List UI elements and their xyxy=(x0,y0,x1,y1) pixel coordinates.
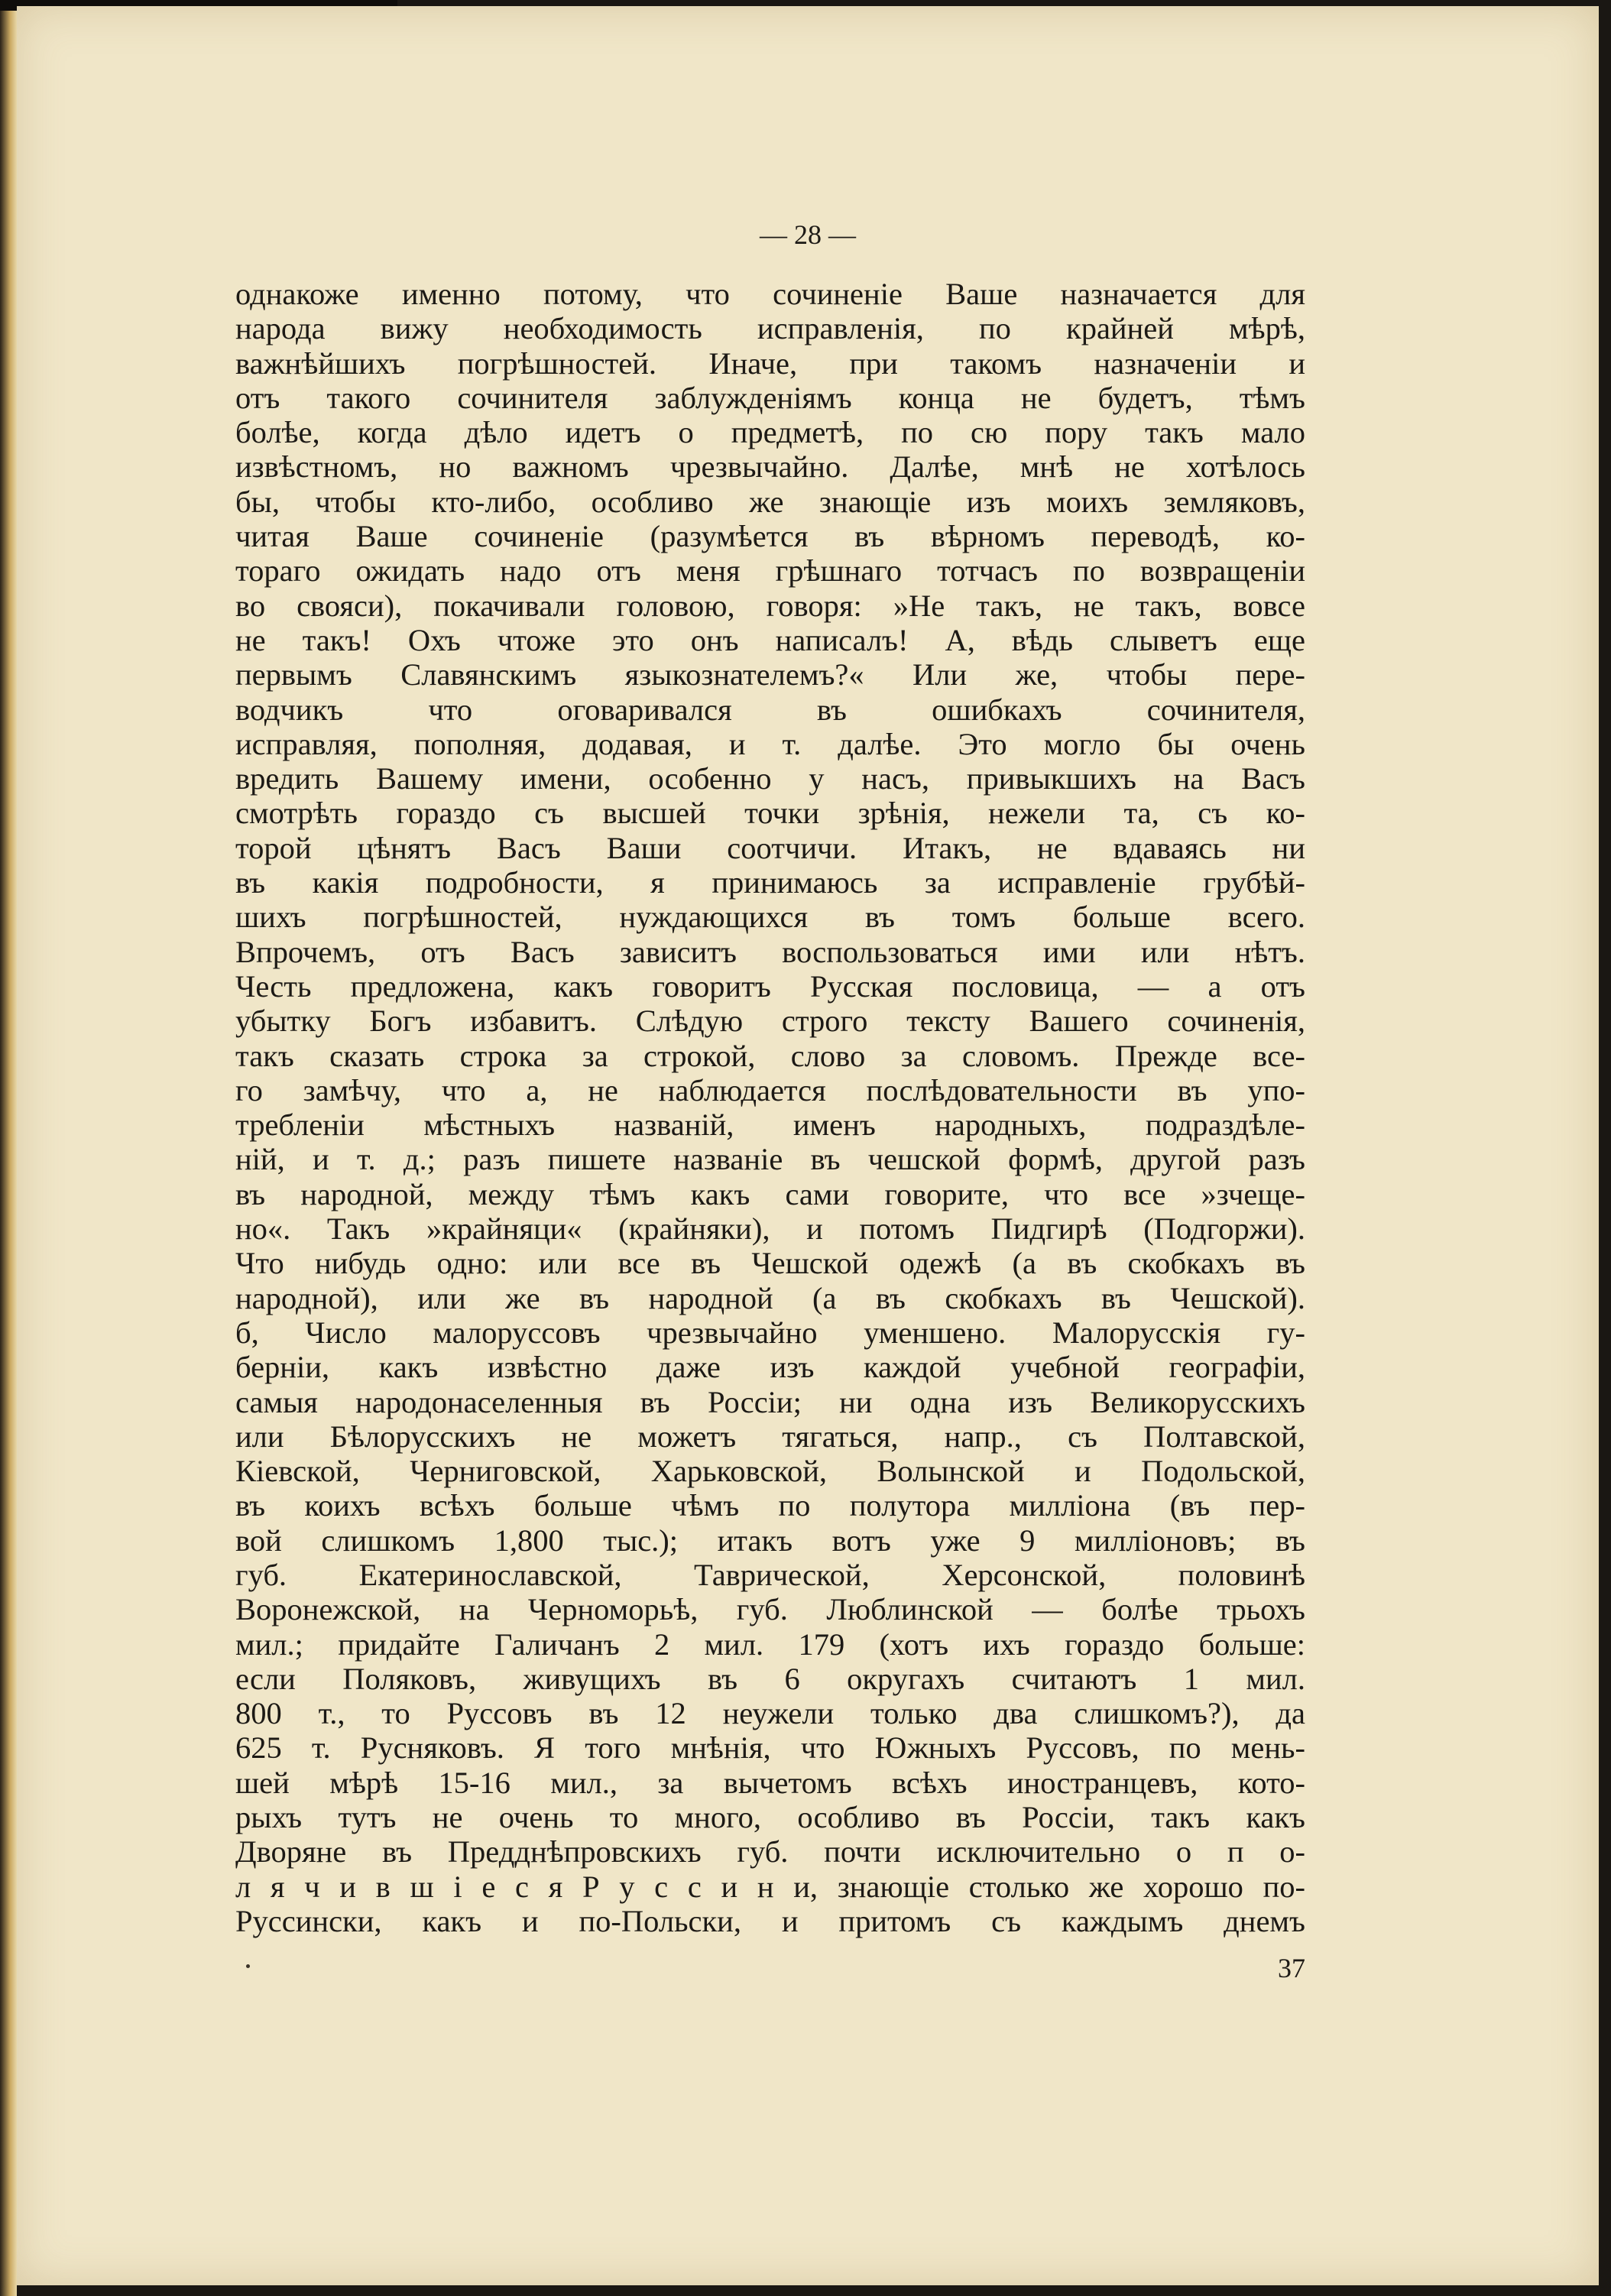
text-line: въ коихъ всѣхъ больше чѣмъ по полутора милліона (въ пер- xyxy=(235,1488,1305,1523)
text-line: водчикъ что оговаривался въ ошибкахъ сочинителя, xyxy=(235,692,1305,727)
text-line: бы, чтобы кто-либо, особливо же знающіе изъ моихъ земляковъ, xyxy=(235,484,1305,519)
text-line: или Бѣлорусскихъ не можетъ тягаться, напр., съ Полтавской, xyxy=(235,1419,1305,1454)
text-line: Честь предложена, какъ говоритъ Русская пословица, — а отъ xyxy=(235,968,1305,1004)
text-line: убытку Богъ избавитъ. Слѣдую строго тексту Вашего сочиненія, xyxy=(235,1004,1305,1039)
text-line: рыхъ тутъ не очень то много, особливо въ Россіи, такъ какъ xyxy=(235,1800,1305,1835)
text-line: тораго ожидать надо отъ меня грѣшнаго тотчасъ по возвращеніи xyxy=(235,553,1305,589)
text-line: 625 т. Русняковъ. Я того мнѣнія, что Южныхъ Руссовъ, по мень- xyxy=(235,1730,1305,1766)
text-line: но«. Такъ »крайняци« (крайняки), и потомъ Пидгирѣ (Подгоржи). xyxy=(235,1211,1305,1247)
text-line: го замѣчу, что а, не наблюдается послѣдовательности въ упо- xyxy=(235,1072,1305,1107)
text-line: берніи, какъ извѣстно даже изъ каждой учебной географіи, xyxy=(235,1350,1305,1385)
page-header: — 28 — xyxy=(760,219,856,250)
text-line: Руссински, какъ и по-Польски, и притомъ съ каждымъ днемъ xyxy=(235,1903,1305,1938)
text-line: такъ сказать строка за строкой, слово за словомъ. Прежде все- xyxy=(235,1038,1305,1073)
text-line: требленіи мѣстныхъ названій, именъ народныхъ, подраздѣле- xyxy=(235,1107,1305,1143)
text-line: ній, и т. д.; разъ пишете названіе въ чешской формѣ, другой разъ xyxy=(235,1142,1305,1177)
text-line: губ. Екатеринославской, Таврической, Херсонской, половинѣ xyxy=(235,1557,1305,1592)
text-line: въ какія подробности, я принимаюсь за исправленіе грубѣй- xyxy=(235,865,1305,900)
text-line: самыя народонаселенныя въ Россіи; ни одна изъ Великорусскихъ xyxy=(235,1384,1305,1419)
text-line: читая Ваше сочиненіе (разумѣется въ вѣрномъ переводѣ, ко- xyxy=(235,519,1305,554)
text-line: болѣе, когда дѣло идетъ о предметѣ, по сю пору такъ мало xyxy=(235,415,1305,450)
text-line: Что нибудь одно: или все въ Чешской одежѣ (а въ скобкахъ въ xyxy=(235,1246,1305,1281)
page-binding-edge xyxy=(0,0,17,2296)
text-line: въ народной, между тѣмъ какъ сами говорите, что все »зчеще- xyxy=(235,1176,1305,1211)
text-line: мил.; придайте Галичанъ 2 мил. 179 (хотъ ихъ гораздо больше: xyxy=(235,1626,1305,1662)
text-line: не такъ! Охъ чтоже это онъ написалъ! А, вѣдь слыветъ еще xyxy=(235,622,1305,657)
text-line: 800 т., то Руссовъ въ 12 неужели только два слишкомъ?), да xyxy=(235,1696,1305,1731)
text-line: л я ч и в ш і е с я Р у с с и н и, знающіе столько же хорошо по- xyxy=(235,1869,1305,1904)
footer-dot xyxy=(246,1964,250,1968)
text-line: вой слишкомъ 1,800 тыс.); итакъ вотъ уже 9 милліоновъ; въ xyxy=(235,1523,1305,1558)
text-line: шихъ погрѣшностей, нуждающихся въ томъ больше всего. xyxy=(235,900,1305,935)
text-line: однакоже именно потому, что сочиненіе Ваше назначается для xyxy=(235,277,1305,311)
text-line: Воронежской, на Черноморьѣ, губ. Люблинской — болѣе трьохъ xyxy=(235,1592,1305,1627)
page-footer-number: 37 xyxy=(1278,1953,1305,1983)
text-line: торой цѣнятъ Васъ Ваши соотчичи. Итакъ, не вдаваясь ни xyxy=(235,830,1305,865)
text-line: извѣстномъ, но важномъ чрезвычайно. Далѣе, мнѣ не хотѣлось xyxy=(235,449,1305,485)
text-line: важнѣйшихъ погрѣшностей. Иначе, при такомъ назначеніи и xyxy=(235,345,1305,381)
text-line: Дворяне въ Предднѣпровскихъ губ. почти исключительно о п о- xyxy=(235,1834,1305,1870)
text-line: народной), или же въ народной (а въ скобкахъ въ Чешской). xyxy=(235,1280,1305,1315)
text-line: если Поляковъ, живущихъ въ 6 округахъ считаютъ 1 мил. xyxy=(235,1661,1305,1696)
text-line: смотрѣть гораздо съ высшей точки зрѣнія, нежели та, съ ко- xyxy=(235,796,1305,831)
text-line: вредить Вашему имени, особенно у насъ, привыкшихъ на Васъ xyxy=(235,761,1305,796)
book-page xyxy=(17,6,1599,2285)
text-line: первымъ Славянскимъ языкознателемъ?« Или же, чтобы пере- xyxy=(235,657,1305,692)
text-line: Кіевской, Черниговской, Харьковской, Волынской и Подольской, xyxy=(235,1454,1305,1489)
text-line: отъ такого сочинителя заблужденіямъ конца не будетъ, тѣмъ xyxy=(235,380,1305,415)
text-line: шей мѣрѣ 15-16 мил., за вычетомъ всѣхъ иностранцевъ, кото- xyxy=(235,1765,1305,1800)
text-line: народа вижу необходимость исправленія, по крайней мѣрѣ, xyxy=(235,311,1305,346)
text-line: исправляя, пополняя, додавая, и т. далѣе. Это могло бы очень xyxy=(235,726,1305,761)
text-line: б, Число малоруссовъ чрезвычайно уменшено. Малорусскія гу- xyxy=(235,1315,1305,1350)
text-line: во свояси), покачивали головою, говоря: »Не такъ, не такъ, вовсе xyxy=(235,588,1305,623)
text-line: Впрочемъ, отъ Васъ зависитъ воспользоваться ими или нѣтъ. xyxy=(235,934,1305,969)
body-text xyxy=(235,277,1305,1938)
